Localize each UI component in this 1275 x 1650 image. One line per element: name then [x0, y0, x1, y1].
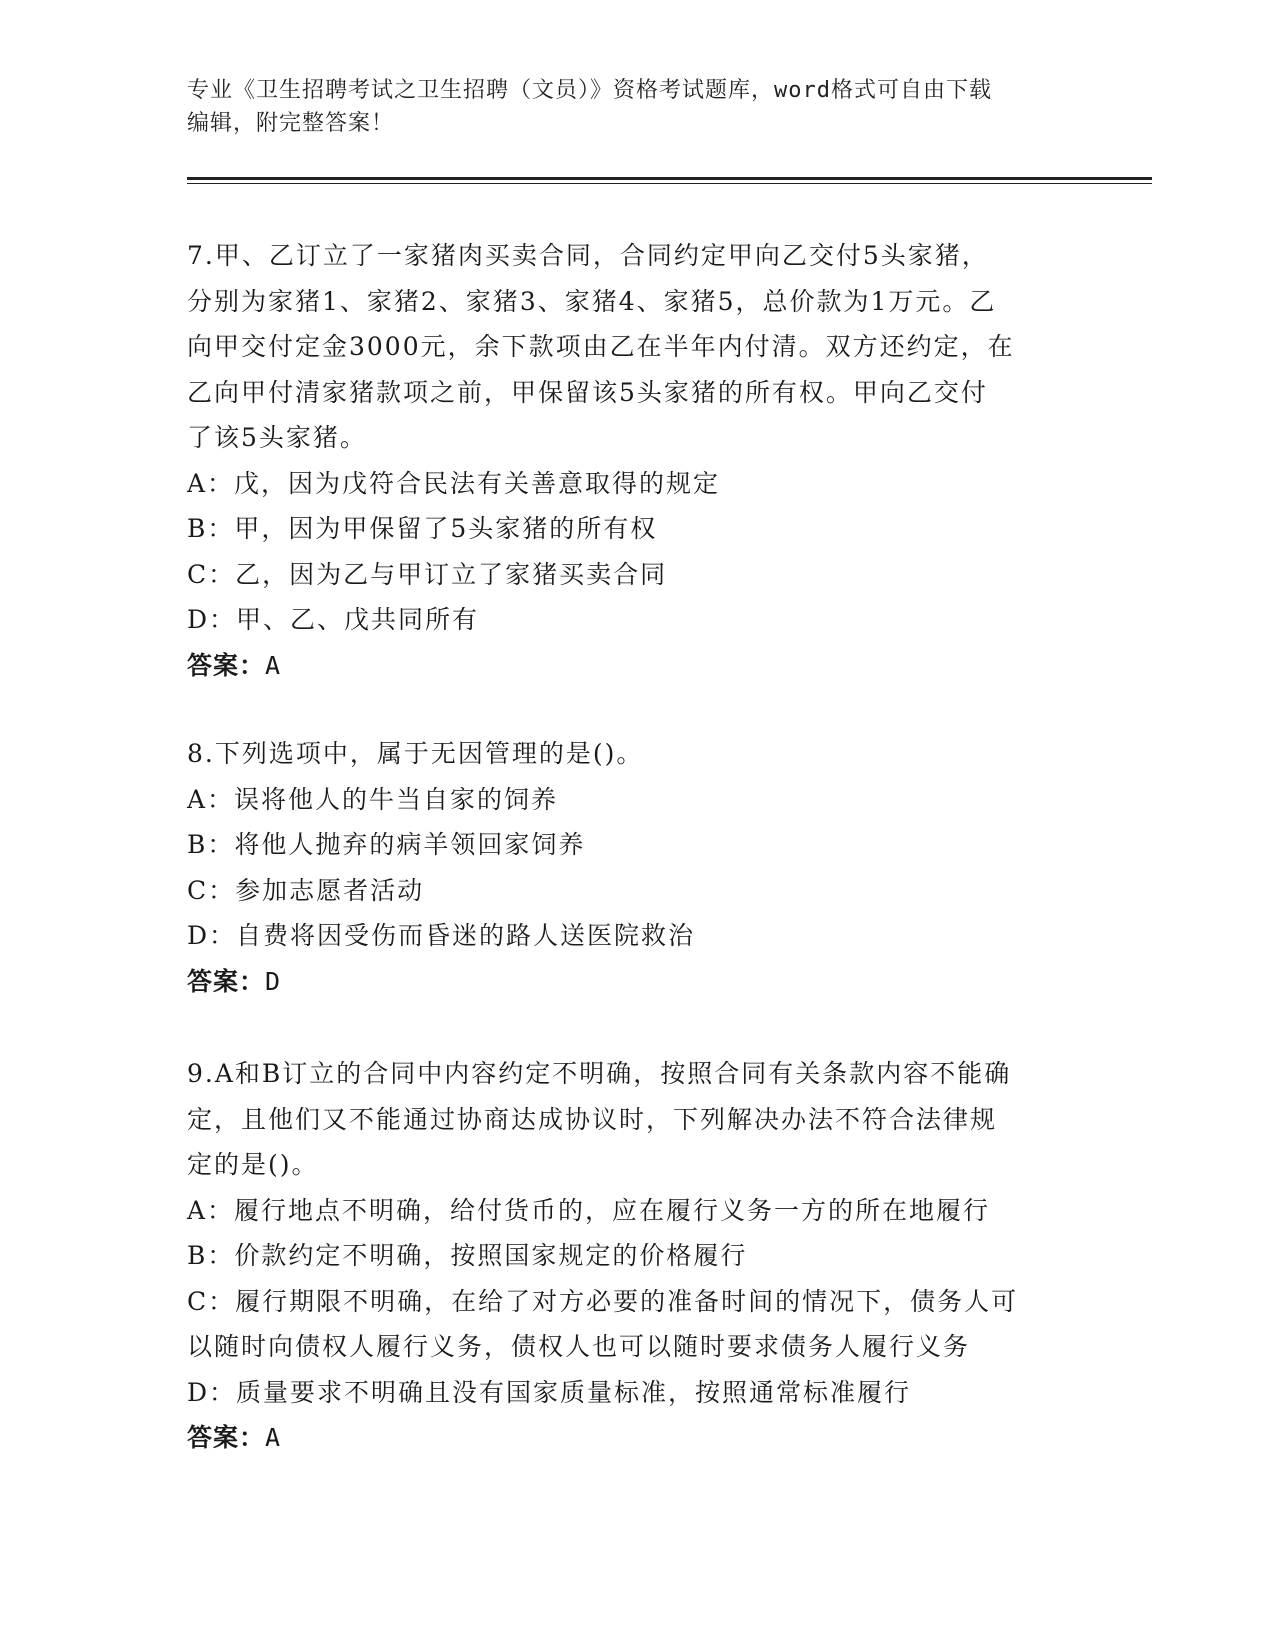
header-line-2: 编辑，附完整答案！	[187, 111, 395, 136]
option-c: C：乙，因为乙与甲订立了家猪买卖合同	[187, 559, 668, 589]
question-9	[187, 1051, 1087, 1461]
question-7	[187, 233, 1087, 688]
option-a: A：履行地点不明确，给付货币的，应在履行义务一方的所在地履行	[187, 1195, 991, 1225]
question-8	[187, 731, 1087, 1004]
option-b: B：价款约定不明确，按照国家规定的价格履行	[187, 1241, 748, 1270]
option-a: A：误将他人的牛当自家的饲养	[187, 784, 559, 814]
question-stem-line: 定的是()。	[187, 1150, 319, 1179]
option-d: D：自费将因受伤而昏迷的路人送医院救治	[187, 921, 696, 950]
answer-label: 答案：	[187, 1423, 266, 1452]
question-stem-line: 定，且他们又不能通过协商达成协议时，下列解决办法不符合法律规	[187, 1104, 998, 1134]
answer-value: A	[265, 1423, 282, 1452]
header-line-1: 专业《卫生招聘考试之卫生招聘（文员）》资格考试题库，word格式可自由下载	[187, 78, 992, 103]
option-c: C：履行期限不明确，在给了对方必要的准备时间的情况下，债务人可	[187, 1286, 1019, 1316]
question-stem-line: 了该5头家猪。	[187, 423, 367, 452]
option-d: D：甲、乙、戊共同所有	[187, 605, 480, 634]
question-stem-line: 9.A和B订立的合同中内容约定不明确，按照合同有关条款内容不能确	[187, 1059, 1012, 1088]
answer-line	[187, 643, 1087, 689]
answer-line	[187, 1415, 1087, 1461]
option-d: D：质量要求不明确且没有国家质量标准，按照通常标准履行	[187, 1377, 912, 1407]
question-stem-line: 乙向甲付清家猪款项之前，甲保留该5头家猪的所有权。甲向乙交付	[187, 377, 988, 407]
question-stem-line: 分别为家猪1、家猪2、家猪3、家猪4、家猪5，总价款为1万元。乙	[187, 286, 997, 316]
answer-label: 答案：	[187, 966, 266, 996]
option-c-continued: 以随时向债权人履行义务，债权人也可以随时要求债务人履行义务	[187, 1332, 971, 1361]
option-c: C：参加志愿者活动	[187, 875, 425, 905]
option-b: B：将他人抛弃的病羊领回家饲养	[187, 830, 586, 859]
question-stem-line: 7.甲、乙订立了一家猪肉买卖合同，合同约定甲向乙交付5头家猪，	[187, 241, 989, 270]
answer-label: 答案：	[187, 650, 266, 680]
document-header	[187, 74, 1087, 140]
answer-value: D	[265, 966, 282, 996]
answer-line	[187, 959, 1087, 1005]
option-b: B：甲，因为甲保留了5头家猪的所有权	[187, 514, 658, 543]
option-a: A：戊，因为戊符合民法有关善意取得的规定	[187, 468, 721, 498]
header-divider-thick	[187, 177, 1152, 180]
header-divider-thin	[187, 183, 1152, 184]
answer-value: A	[265, 650, 282, 680]
question-stem-line: 向甲交付定金3000元，余下款项由乙在半年内付清。双方还约定，在	[187, 332, 1015, 361]
question-stem-line: 8.下列选项中，属于无因管理的是()。	[187, 739, 644, 768]
